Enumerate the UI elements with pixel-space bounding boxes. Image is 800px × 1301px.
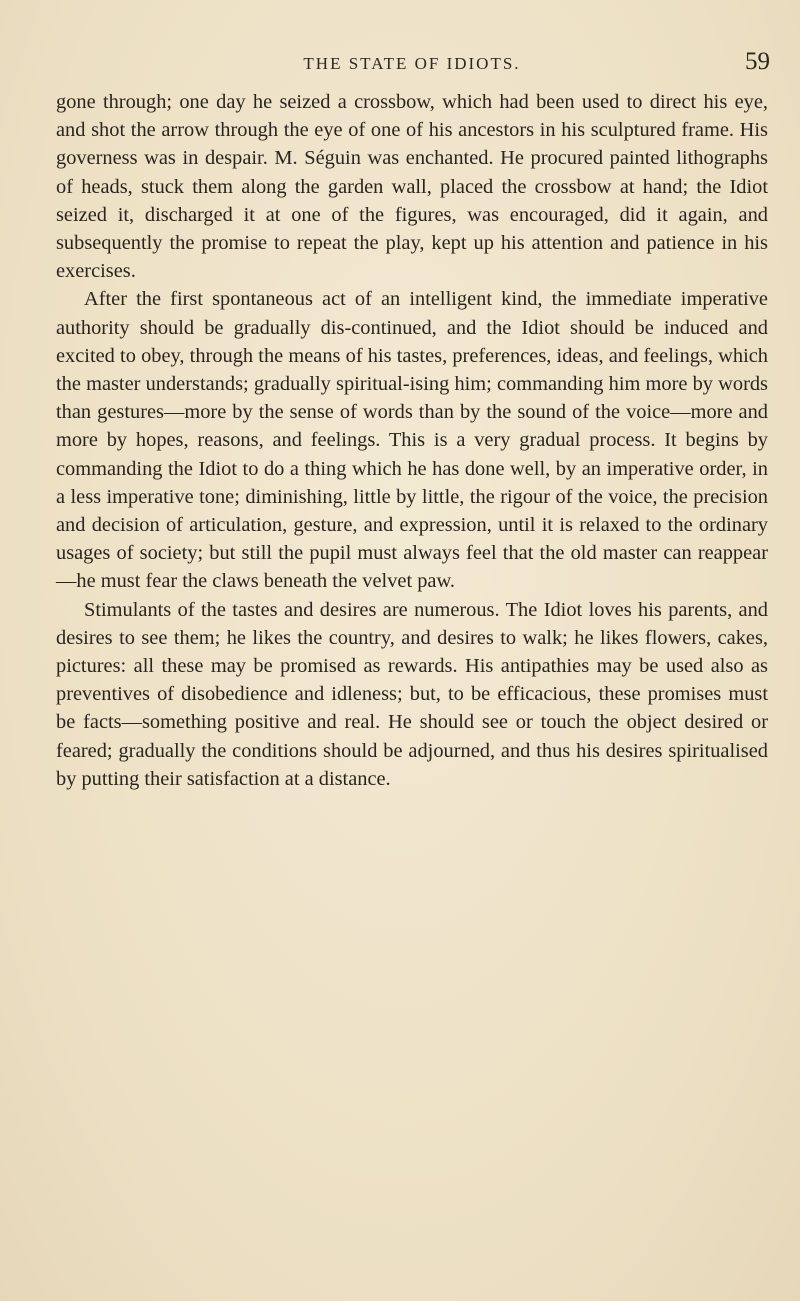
paragraph-2: After the first spontaneous act of an intelligent kind, the immediate imperative authority should be gradually dis-continued, and the Idiot should be induced and excited to obey, through the means of his tastes, preferences, ideas, and feelings, which the master understands; gradually spiritual-ising him; commanding him more by words than gestures—more by the sense of words than by the sound of the voice—more and more by hopes, reasons, and feelings. This is a very gradual process. It begins by commanding the Idiot to do a thing which he has done well, by an imperative order, in a less imperative tone; diminishing, little by little, the rigour of the voice, the precision and decision of articulation, gesture, and expression, until it is relaxed to the ordinary usages of society; but still the pupil must always feel that the old master can reappear—he must fear the claws beneath the velvet paw. xyxy=(56,288,768,593)
paragraph-1: gone through; one day he seized a crossbow, which had been used to direct his eye, and shot the arrow through the eye of one of his ancestors in his sculptured frame. His governess was in despair. M. Séguin was enchanted. He procured painted lithographs of heads, stuck them along the garden wall, placed the crossbow at hand; the Idiot seized it, discharged it at one of the figures, was encouraged, did it again, and subsequently the promise to repeat the play, kept up his attention and patience in his exercises. xyxy=(56,91,768,283)
paragraph-3: Stimulants of the tastes and desires are numerous. The Idiot loves his parents, and desires to see them; he likes the country, and desires to walk; he likes flowers, cakes, pictures: all these may be promised as rewards. His antipathies may be used also as preventives of disobedience and idleness; but, to be efficacious, these promises must be facts—something positive and real. He should see or touch the object desired or feared; gradually the conditions should be adjourned, and thus his desires spiritualised by putting their satisfaction at a distance. xyxy=(56,598,768,790)
book-page xyxy=(56,48,768,793)
body-text xyxy=(56,88,768,793)
page-header xyxy=(56,48,768,84)
page-number: 59 xyxy=(745,48,770,75)
running-title: THE STATE OF IDIOTS. xyxy=(303,54,521,73)
